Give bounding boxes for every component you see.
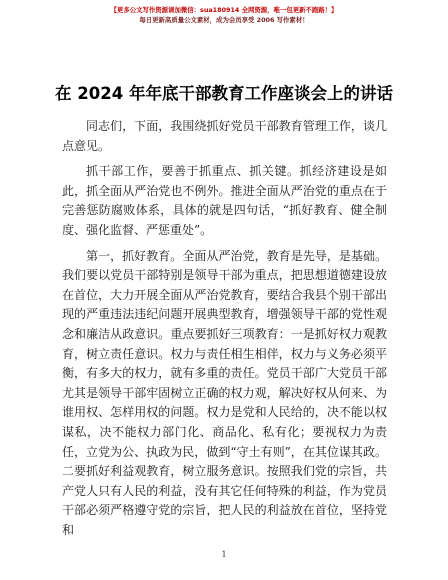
- paragraph-1: 同志们，下面，我围绕抓好党员干部教育管理工作，谈几点意见。: [62, 119, 387, 153]
- page-number: 1: [221, 550, 227, 559]
- promo-banner: [0, 5, 448, 25]
- paragraph-3: 第一，抓好教育。全面从严治党，教育是先导，是基础。我们要以党员干部特别是领导干部为重点，把思想道德建设放在首位，大力开展全面从严治党教育，要结合我县个别干部出现的严重违法违纪问题开展典型教育，增强领导干部的党性观念和廉洁从政意识。重点要抓好三项教育：一是抓好权力观教育，树立责任意识。权力与责任相生相伴，权力与义务必须平衡，有多大的权力，就有多重的责任。党员干部广大党员干部尤其是领导干部牢固树立正确的权力观，解决好权从何来、为谁用权、怎样用权的问题。权力是党和人民给的，决不能以权谋私，决不能权力部门化、商品化、私有化；要视权力为责任，立党为公、执政为民，做到“守土有则”，在其位谋其政。二要抓好利益观教育，树立服务意识。按照我们党的宗旨，共产党人只有人民的利益，没有其它任何特殊的利益，作为党员干部必须严格遵守党的宗旨，把人民的利益放在首位，坚持党和: [62, 248, 387, 537]
- promo-banner-line-1: 【更多公文写作资源请加微信：sua180914 全网资源，唯一包更新不跑路！】: [110, 6, 338, 14]
- document-title: 在 2024 年年底干部教育工作座谈会上的讲话: [55, 84, 393, 103]
- document-body: [62, 117, 387, 549]
- paragraph-2: 抓干部工作，要善于抓重点、抓关键。抓经济建设是如此，抓全面从严治党也不例外。推进全面从严治党的重点在于完善惩防腐败体系，具体的就是四句话，“抓好教育、健全制度、强化监督、严惩重处”。: [62, 164, 387, 237]
- promo-banner-line-2: 每日更新高质量公文素材，成为会员享受 2006 写作素材！: [139, 16, 309, 24]
